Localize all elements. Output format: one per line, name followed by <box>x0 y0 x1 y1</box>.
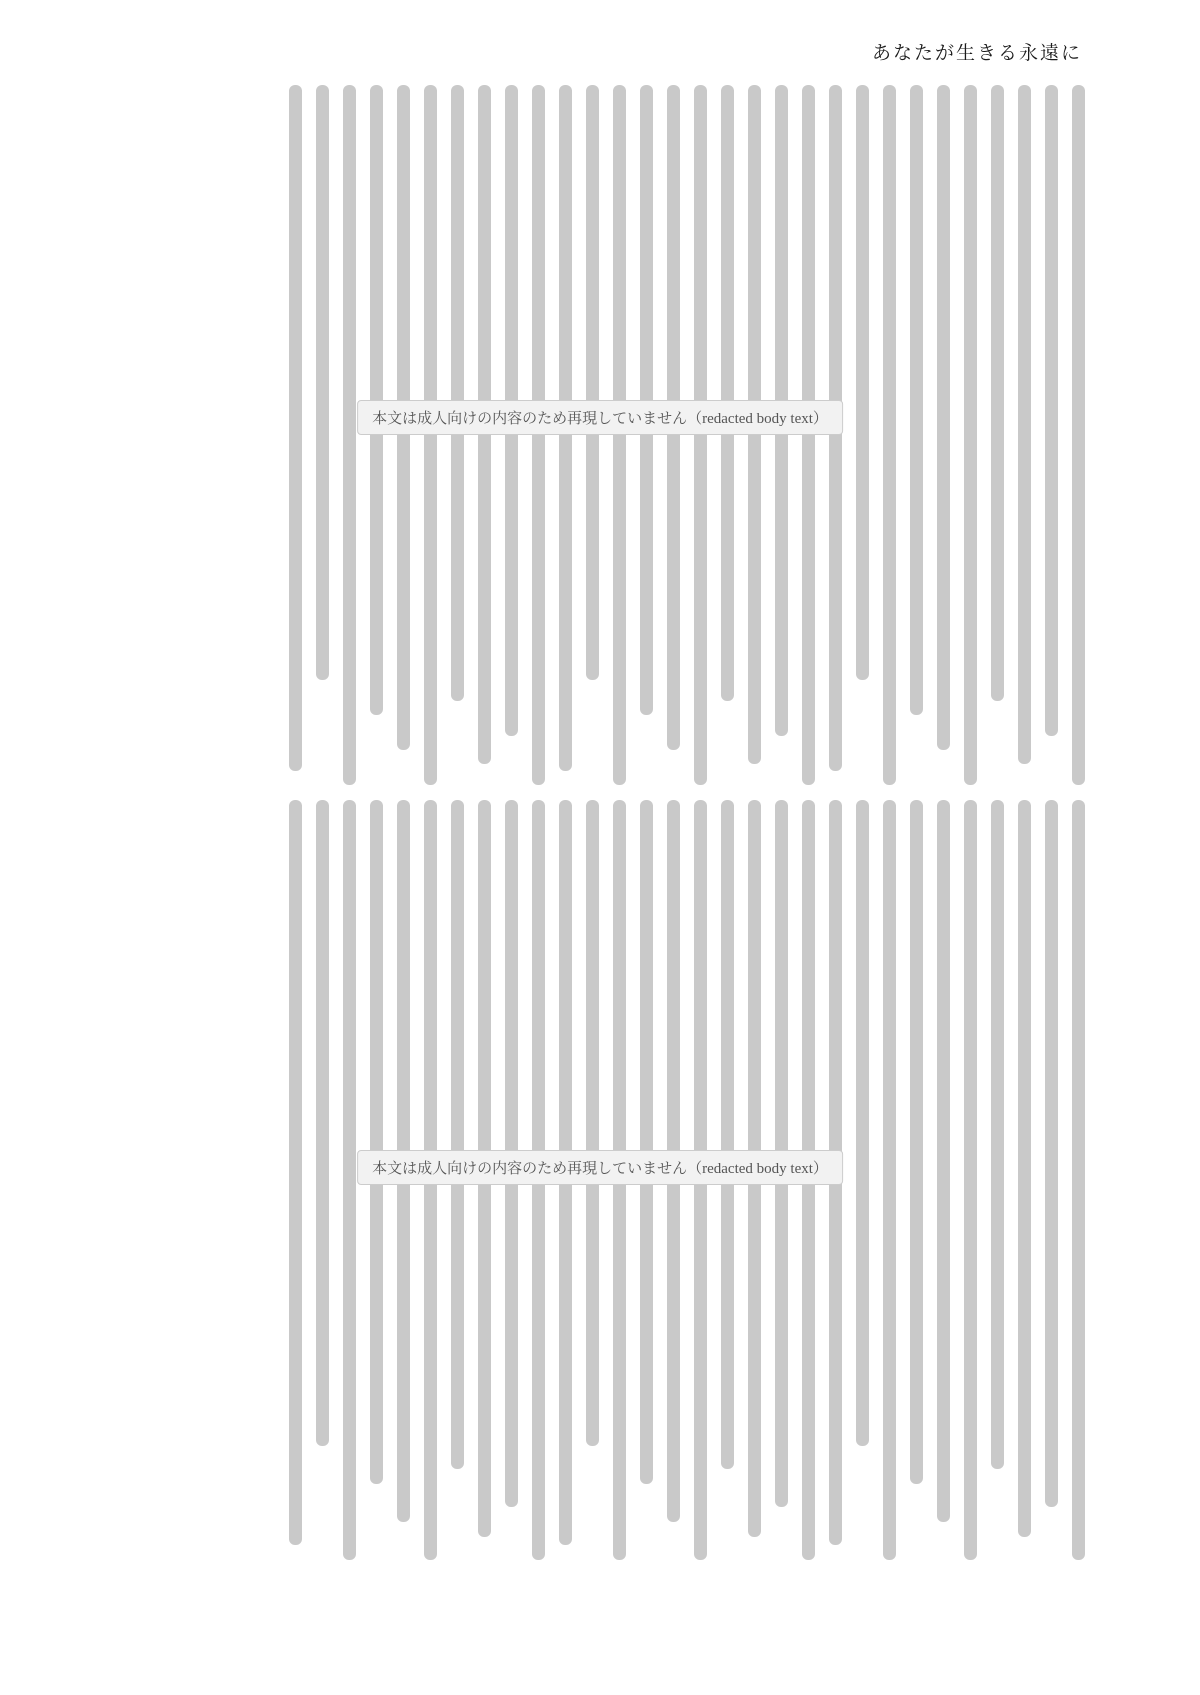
redacted-text-column <box>964 85 977 785</box>
redacted-text-column <box>316 800 329 1446</box>
redacted-text-column <box>856 85 869 680</box>
redacted-text-column <box>721 85 734 701</box>
redacted-text-column <box>289 85 302 771</box>
running-header-title: あなたが生きる永遠に <box>871 43 1082 64</box>
redacted-text-column <box>532 85 545 785</box>
redacted-text-column <box>1072 800 1085 1560</box>
redacted-text-column <box>964 800 977 1560</box>
redacted-text-column <box>694 85 707 785</box>
redacted-text-column <box>451 85 464 701</box>
redacted-text-column <box>802 85 815 785</box>
redacted-text-column <box>856 800 869 1446</box>
redacted-text-column <box>883 800 896 1560</box>
redacted-text-column <box>991 800 1004 1469</box>
redaction-notice: 本文は成人向けの内容のため再現していません（redacted body text） <box>357 1150 843 1185</box>
redacted-text-column <box>343 85 356 785</box>
redacted-text-column <box>424 85 437 785</box>
redaction-notice: 本文は成人向けの内容のため再現していません（redacted body text） <box>357 400 843 435</box>
redacted-text-column <box>1045 800 1058 1507</box>
redacted-text-column <box>1072 85 1085 785</box>
redacted-text-column <box>289 800 302 1545</box>
text-block-top <box>150 85 1085 785</box>
redacted-text-column <box>910 800 923 1484</box>
redacted-text-column <box>937 85 950 750</box>
redacted-text-column <box>586 85 599 680</box>
redacted-text-column <box>316 85 329 680</box>
redacted-text-column <box>343 800 356 1560</box>
redacted-text-column <box>883 85 896 785</box>
redacted-text-column <box>1045 85 1058 736</box>
redacted-text-column <box>721 800 734 1469</box>
redacted-text-column <box>451 800 464 1469</box>
redacted-text-column <box>640 800 653 1484</box>
redacted-text-column <box>937 800 950 1522</box>
redacted-text-column <box>1018 800 1031 1537</box>
redacted-text-column <box>370 800 383 1484</box>
redacted-text-column <box>586 800 599 1446</box>
redacted-text-column <box>910 85 923 715</box>
redacted-text-column <box>1018 85 1031 764</box>
redacted-text-column <box>613 85 626 785</box>
redacted-text-column <box>991 85 1004 701</box>
